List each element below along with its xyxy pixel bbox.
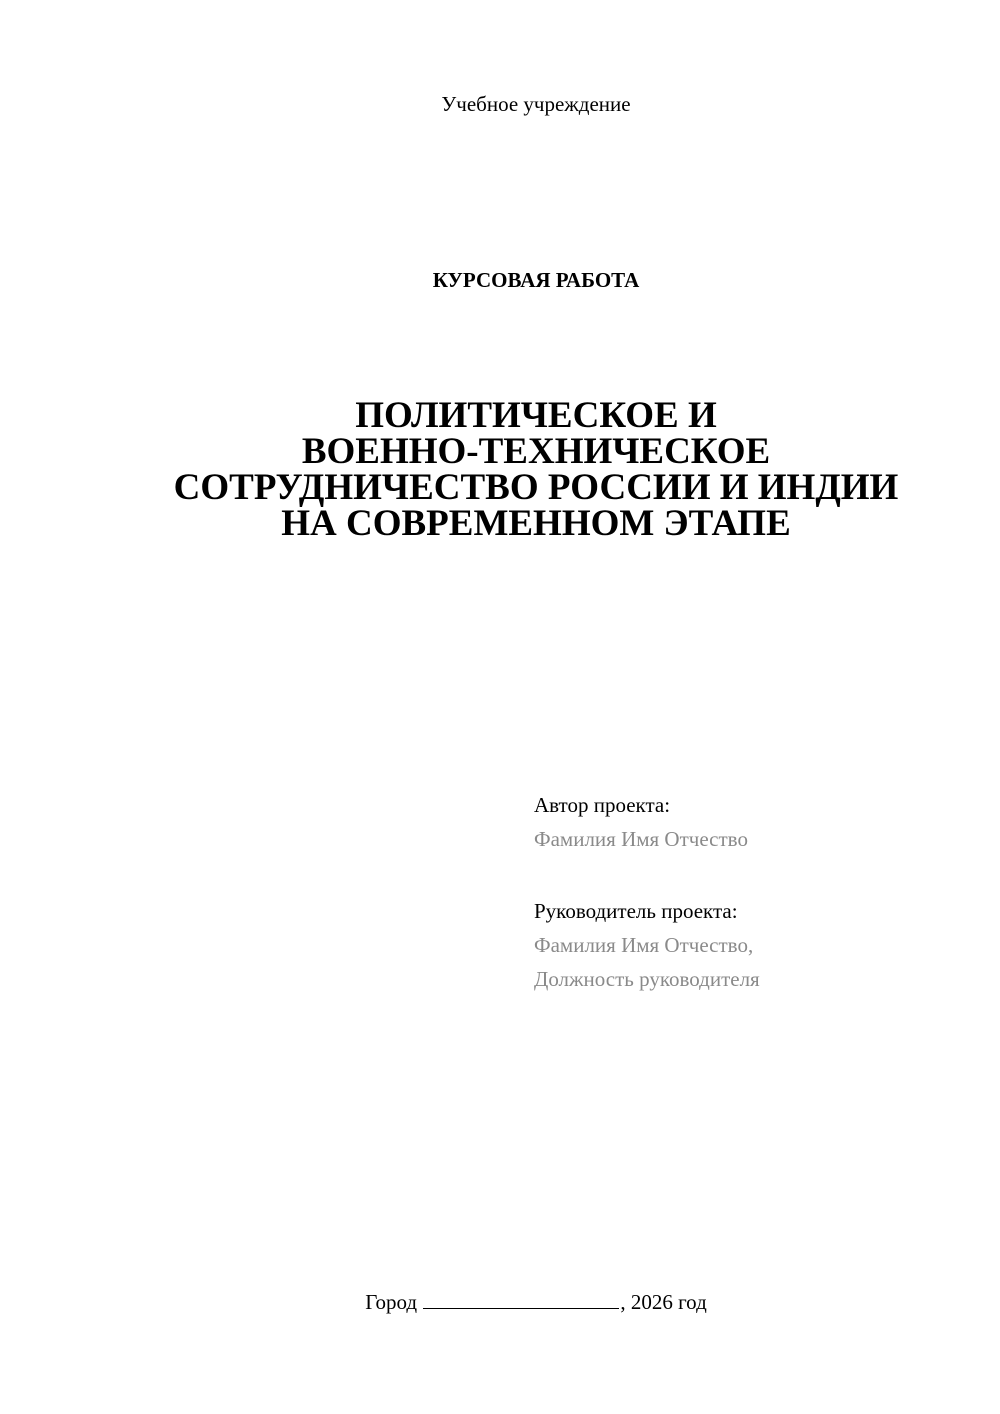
- work-title: [100, 395, 972, 544]
- supervisor-label: Руководитель проекта:: [534, 899, 738, 923]
- work-title-line: ПОЛИТИЧЕСКОЕ И: [355, 395, 717, 436]
- city-blank-line: [423, 1290, 619, 1309]
- institution-name: Учебное учреждение: [441, 92, 631, 116]
- city-year-line: [0, 1290, 1000, 1315]
- work-title-line: НА СОВРЕМЕННОМ ЭТАПЕ: [281, 503, 791, 544]
- year-text: , 2026 год: [620, 1290, 707, 1314]
- work-title-line: ВОЕННО-ТЕХНИЧЕСКОЕ: [301, 431, 771, 472]
- work-type-heading: КУРСОВАЯ РАБОТА: [432, 268, 640, 292]
- city-label: Город: [365, 1290, 418, 1314]
- author-label: Автор проекта:: [534, 793, 671, 817]
- supervisor-position: Должность руководителя: [534, 967, 760, 991]
- credits-block: [534, 788, 760, 996]
- supervisor-name: Фамилия Имя Отчество,: [534, 933, 754, 957]
- author-name: Фамилия Имя Отчество: [534, 827, 748, 851]
- credits-spacer: [534, 856, 760, 894]
- work-title-line: СОТРУДНИЧЕСТВО РОССИИ И ИНДИИ: [173, 467, 899, 508]
